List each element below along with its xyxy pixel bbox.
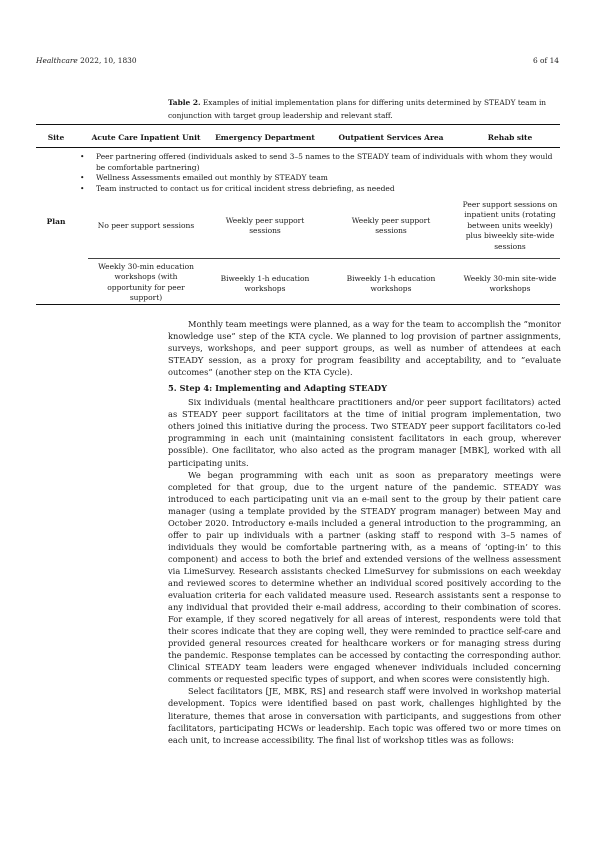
cell-acute-row2: Weekly 30-min education workshops (with opportunity for peer support) [98,262,194,303]
cell-emergency-row1: Weekly peer support sessions [225,216,305,236]
paragraph: Monthly team meetings were planned, as a way for the team to accomplish the ”monitor knowledge use” step of the KTA cycle. We planned to log provision of partner assignments, surveys, workshops, and peer support groups, as well as number of attendees at each STEADY session, as a proxy for program feasibility and acceptability, and to ”evaluate outcomes” (another step on the KTA Cycle). [168,319,561,378]
section-heading: 5. Step 4: Implementing and Adapting STEADY [168,383,388,394]
journal-citation [36,56,137,65]
header-outpatient: Outpatient Services Area [338,133,444,142]
cell-outpatient-row1: Weekly peer support sessions [351,216,431,236]
header-rule [36,147,560,148]
paragraph: Six individuals (mental healthcare practitioners and/or peer support facilitators) acted as STEADY peer support facilitators at the time of initial program implementation, two others joined this initiative during the process. Two STEADY peer support facilitators co-led programming in each unit (maintaining consistent facilitators in each group, wherever possible). One facilitator, who also acted as the program manager [MBK], worked with all participating units. [168,397,561,468]
header-acute-care: Acute Care Inpatient Unit [91,133,201,142]
journal-name: Healthcare [36,56,78,65]
table-bottom-rule [36,304,560,305]
page-number: 6 of 14 [533,56,559,65]
table-caption [168,97,561,122]
cell-acute-row1: No peer support sessions [97,221,195,230]
cell-outpatient-row2: Biweekly 1-h education workshops [346,274,436,294]
caption-text: Examples of initial implementation plans for differing units determined by STEADY team in conjunction with target group leadership and relevant staff. [168,98,547,120]
cell-rehab-row1: Peer support sessions on inpatient units (rotating between units weekly) plus biweekly site-wide sessions [462,200,558,251]
row-divider [88,258,560,259]
table-top-rule [36,124,560,125]
caption-label: Table 2. [168,98,201,107]
cell-emergency-row2: Biweekly 1-h education workshops [220,274,310,294]
plan-bullets [80,152,560,194]
bullet-item: • Team instructed to contact us for critical incident stress debriefing, as needed [80,184,560,195]
header-emergency: Emergency Department [215,133,315,142]
bullet-item: • Peer partnering offered (individuals asked to send 3–5 names to the STEADY team of individuals with whom they would be comfortable partnering) [80,152,560,173]
paragraph: Select facilitators [JE, MBK, RS] and research staff were involved in workshop material development. Topics were identified based on past work, challenges highlighted by the literature, themes that arose in conversation with participants, and suggestions from other facilitators, participating HCWs or leadership. Each topic was offered two or more times on each unit, to increase accessibility. The final list of workshop titles was as follows: [168,686,561,745]
header-site: Site [47,133,65,142]
plan-row-label: Plan [46,217,66,226]
cell-rehab-row2: Weekly 30-min site-wide workshops [463,274,557,294]
bullet-item: • Wellness Assessments emailed out monthly by STEADY team [80,173,560,184]
body-text [168,318,561,746]
citation-text: 2022, 10, 1830 [77,56,137,65]
paragraph: We began programming with each unit as soon as preparatory meetings were completed for that group, due to the urgent nature of the pandemic. STEADY was introduced to each participating unit via an e-mail sent to the group by their patient care manager (using a template provided by the STEADY program manager) between May and October 2020. Introductory e-mails included a general introduction to the programming, an offer to pair up individuals with a partner (asking staff to respond with 3–5 names of individuals they would be comfortable partnering with, as a means of ‘opting-in’ to this component) and access to both the brief and extended versions of the wellness assessment via LimeSurvey. Research assistants checked LimeSurvey for submissions on each weekday and reviewed scores to determine whether an individual scored positively according to the evaluation criteria for each validated measure used. Research assistants sent a response to any individual that provided their e-mail address, according to their combination of scores. For example, if they scored negatively for all areas of interest, respondents were told that their scores indicate that they are coping well, they were reminded to practice self-care and provided general resources created for healthcare workers or for managing stress during the pandemic. Response templates can be accessed by contacting the corresponding author. Clinical STEADY team leaders were engaged whenever individuals included concerning comments or requested specific types of support, and when scores were consistently high. [168,469,561,685]
header-rehab: Rehab site [487,133,533,142]
